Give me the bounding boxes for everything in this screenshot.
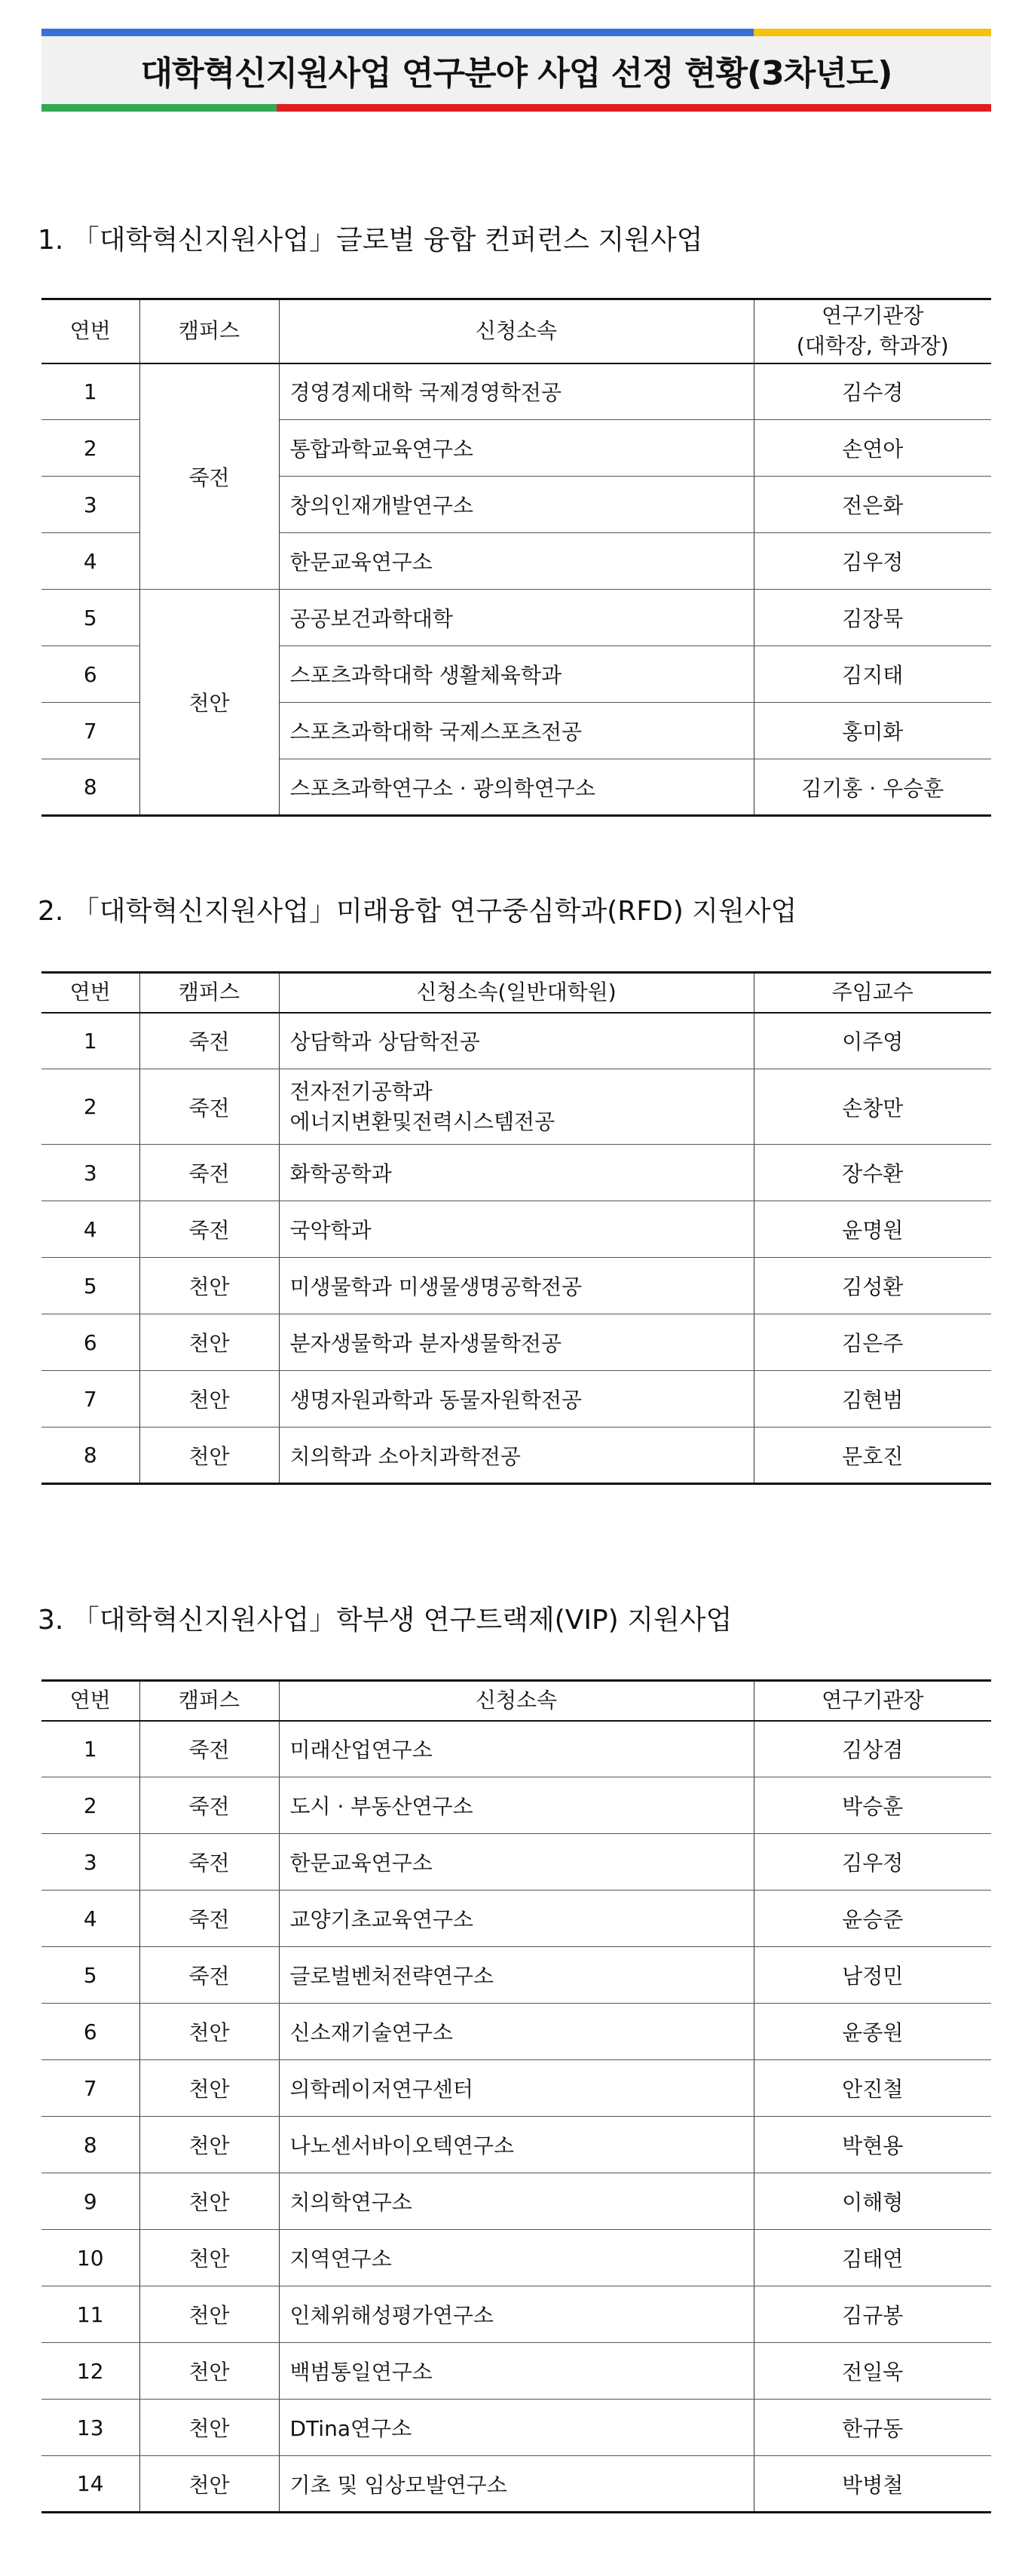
professor-name-cell: 윤명원 <box>754 1201 991 1258</box>
table-row <box>41 1428 991 1484</box>
row-number: 14 <box>41 2456 139 2513</box>
title-top-bar <box>41 29 991 36</box>
dept-cell: 미래산업연구소 <box>279 1721 754 1777</box>
table-row <box>41 2286 991 2343</box>
title-top-bar-yellow <box>754 29 991 36</box>
dept-cell: 생명자원과학과 동물자원학전공 <box>279 1371 754 1428</box>
row-number: 8 <box>41 2117 139 2173</box>
row-number: 7 <box>41 1371 139 1428</box>
row-number: 1 <box>41 1013 139 1069</box>
dept-cell: 치의학연구소 <box>279 2173 754 2230</box>
row-number: 1 <box>41 363 139 420</box>
campus-cell: 죽전 <box>139 363 279 590</box>
header-no: 연번 <box>41 973 139 1013</box>
professor-name-cell: 김현범 <box>754 1371 991 1428</box>
dept-cell: 스포츠과학대학 국제스포츠전공 <box>279 703 754 759</box>
dept-cell: 한문교육연구소 <box>279 533 754 590</box>
head-name-cell: 김우정 <box>754 533 991 590</box>
campus-cell: 천안 <box>139 1428 279 1484</box>
row-number: 9 <box>41 2173 139 2230</box>
head-name-cell: 김우정 <box>754 1834 991 1891</box>
dept-cell: 도시 · 부동산연구소 <box>279 1777 754 1834</box>
table-row <box>41 1721 991 1777</box>
dept-cell: 인체위해성평가연구소 <box>279 2286 754 2343</box>
row-number: 2 <box>41 1069 139 1145</box>
professor-name-cell: 이주영 <box>754 1013 991 1069</box>
row-number: 1 <box>41 1721 139 1777</box>
table-row <box>41 2343 991 2400</box>
row-number: 6 <box>41 2004 139 2060</box>
section3-table-body <box>41 1721 991 2513</box>
dept-cell: 창의인재개발연구소 <box>279 477 754 533</box>
page-title: 대학혁신지원사업 연구분야 사업 선정 현황(3차년도) <box>140 54 892 93</box>
campus-cell: 죽전 <box>139 1721 279 1777</box>
campus-cell: 천안 <box>139 2173 279 2230</box>
campus-cell: 죽전 <box>139 1069 279 1145</box>
row-number: 3 <box>41 477 139 533</box>
title-bottom-bar <box>41 104 991 112</box>
campus-cell: 천안 <box>139 1371 279 1428</box>
title-top-bar-blue <box>41 29 754 36</box>
dept-cell: 국악학과 <box>279 1201 754 1258</box>
campus-cell: 천안 <box>139 2400 279 2456</box>
professor-name-cell: 손창만 <box>754 1069 991 1145</box>
dept-cell: 나노센서바이오텍연구소 <box>279 2117 754 2173</box>
head-name-cell: 안진철 <box>754 2060 991 2117</box>
table-row <box>41 1947 991 2004</box>
head-name-cell: 박현용 <box>754 2117 991 2173</box>
section2-heading: 2. 「대학혁신지원사업」미래융합 연구중심학과(RFD) 지원사업 <box>38 896 797 927</box>
dept-cell: 통합과학교육연구소 <box>279 420 754 477</box>
row-number: 6 <box>41 646 139 703</box>
head-name-cell: 김기홍 · 우승훈 <box>754 759 991 816</box>
table-row <box>41 2230 991 2286</box>
row-number: 11 <box>41 2286 139 2343</box>
table-row <box>41 1371 991 1428</box>
row-number: 3 <box>41 1834 139 1891</box>
header-head-line1: 연구기관장 <box>822 303 924 329</box>
table-row <box>41 1891 991 1947</box>
professor-name-cell: 장수환 <box>754 1145 991 1201</box>
dept-cell: 상담학과 상담학전공 <box>279 1013 754 1069</box>
head-name-cell: 김수경 <box>754 363 991 420</box>
table-row <box>41 1314 991 1371</box>
head-name-cell: 김장묵 <box>754 590 991 646</box>
table-row <box>41 1145 991 1201</box>
section2-table-body <box>41 1013 991 1484</box>
head-name-cell: 윤종원 <box>754 2004 991 2060</box>
head-name-cell: 이해형 <box>754 2173 991 2230</box>
table-row <box>41 2060 991 2117</box>
campus-cell: 천안 <box>139 2004 279 2060</box>
header-dept: 신청소속 <box>279 299 754 363</box>
head-name-cell: 박승훈 <box>754 1777 991 1834</box>
dept-cell <box>279 1069 754 1145</box>
row-number: 4 <box>41 1201 139 1258</box>
dept-cell: 분자생물학과 분자생물학전공 <box>279 1314 754 1371</box>
head-name-cell: 남정민 <box>754 1947 991 2004</box>
campus-cell: 천안 <box>139 1314 279 1371</box>
campus-cell: 천안 <box>139 2117 279 2173</box>
head-name-cell: 전일욱 <box>754 2343 991 2400</box>
header-head: 연구기관장 <box>754 1681 991 1721</box>
dept-cell: 신소재기술연구소 <box>279 2004 754 2060</box>
head-name-cell: 한규동 <box>754 2400 991 2456</box>
professor-name-cell: 김은주 <box>754 1314 991 1371</box>
header-campus: 캠퍼스 <box>139 973 279 1013</box>
dept-cell: 치의학과 소아치과학전공 <box>279 1428 754 1484</box>
row-number: 13 <box>41 2400 139 2456</box>
row-number: 7 <box>41 703 139 759</box>
table-row <box>41 1258 991 1314</box>
campus-cell: 천안 <box>139 2343 279 2400</box>
dept-cell: 지역연구소 <box>279 2230 754 2286</box>
campus-cell: 죽전 <box>139 1777 279 1834</box>
professor-name-cell: 김성환 <box>754 1258 991 1314</box>
dept-cell: 교양기초교육연구소 <box>279 1891 754 1947</box>
head-name-cell: 김지태 <box>754 646 991 703</box>
campus-cell: 죽전 <box>139 1201 279 1258</box>
table-row <box>41 2173 991 2230</box>
header-campus: 캠퍼스 <box>139 1681 279 1721</box>
head-name-cell: 박병철 <box>754 2456 991 2513</box>
row-number: 8 <box>41 1428 139 1484</box>
title-bottom-bar-red <box>277 104 991 112</box>
row-number: 6 <box>41 1314 139 1371</box>
header-no: 연번 <box>41 299 139 363</box>
title-bottom-bar-green <box>41 104 277 112</box>
campus-cell: 죽전 <box>139 1834 279 1891</box>
table-row <box>41 590 991 646</box>
row-number: 2 <box>41 420 139 477</box>
dept-cell: 경영경제대학 국제경영학전공 <box>279 363 754 420</box>
dept-line1: 전자전기공학과 <box>289 1078 433 1104</box>
campus-cell: 천안 <box>139 2286 279 2343</box>
section3-table <box>41 1679 991 2513</box>
head-name-cell: 전은화 <box>754 477 991 533</box>
dept-cell: 미생물학과 미생물생명공학전공 <box>279 1258 754 1314</box>
header-dept: 신청소속 <box>279 1681 754 1721</box>
campus-cell: 죽전 <box>139 1891 279 1947</box>
campus-cell: 죽전 <box>139 1145 279 1201</box>
table-row <box>41 363 991 420</box>
table-row <box>41 2456 991 2513</box>
head-name-cell: 홍미화 <box>754 703 991 759</box>
table-row <box>41 1201 991 1258</box>
table-row <box>41 2117 991 2173</box>
head-name-cell: 손연아 <box>754 420 991 477</box>
head-name-cell: 윤승준 <box>754 1891 991 1947</box>
row-number: 12 <box>41 2343 139 2400</box>
dept-cell: 스포츠과학대학 생활체육학과 <box>279 646 754 703</box>
dept-cell: 한문교육연구소 <box>279 1834 754 1891</box>
row-number: 2 <box>41 1777 139 1834</box>
section1-table-body <box>41 363 991 816</box>
dept-line2: 에너지변환및전력시스템전공 <box>289 1109 556 1134</box>
section1-heading: 1. 「대학혁신지원사업」글로벌 융합 컨퍼런스 지원사업 <box>38 225 703 256</box>
dept-cell: 글로벌벤처전략연구소 <box>279 1947 754 2004</box>
row-number: 8 <box>41 759 139 816</box>
dept-cell: 기초 및 임상모발연구소 <box>279 2456 754 2513</box>
head-name-cell: 김규봉 <box>754 2286 991 2343</box>
header-head <box>754 299 991 363</box>
dept-cell: 의학레이저연구센터 <box>279 2060 754 2117</box>
header-campus: 캠퍼스 <box>139 299 279 363</box>
row-number: 10 <box>41 2230 139 2286</box>
row-number: 7 <box>41 2060 139 2117</box>
table-row <box>41 1013 991 1069</box>
header-head-line2: (대학장, 학과장) <box>796 333 949 359</box>
dept-cell: 백범통일연구소 <box>279 2343 754 2400</box>
campus-cell: 천안 <box>139 2060 279 2117</box>
header-head: 주임교수 <box>754 973 991 1013</box>
table-row <box>41 1834 991 1891</box>
table-row <box>41 1069 991 1145</box>
dept-cell: 화학공학과 <box>279 1145 754 1201</box>
campus-cell: 천안 <box>139 590 279 816</box>
row-number: 5 <box>41 590 139 646</box>
campus-cell: 천안 <box>139 2456 279 2513</box>
head-name-cell: 김태연 <box>754 2230 991 2286</box>
campus-cell: 죽전 <box>139 1013 279 1069</box>
head-name-cell: 김상겸 <box>754 1721 991 1777</box>
dept-cell: 스포츠과학연구소 · 광의학연구소 <box>279 759 754 816</box>
row-number: 5 <box>41 1258 139 1314</box>
row-number: 5 <box>41 1947 139 2004</box>
row-number: 3 <box>41 1145 139 1201</box>
campus-cell: 천안 <box>139 2230 279 2286</box>
row-number: 4 <box>41 1891 139 1947</box>
campus-cell: 천안 <box>139 1258 279 1314</box>
section2-table <box>41 971 991 1485</box>
section3-heading: 3. 「대학혁신지원사업」학부생 연구트랙제(VIP) 지원사업 <box>38 1605 733 1636</box>
row-number: 4 <box>41 533 139 590</box>
table-row <box>41 1777 991 1834</box>
professor-name-cell: 문호진 <box>754 1428 991 1484</box>
dept-cell: 공공보건과학대학 <box>279 590 754 646</box>
header-no: 연번 <box>41 1681 139 1721</box>
table-row <box>41 2004 991 2060</box>
dept-cell: DTina연구소 <box>279 2400 754 2456</box>
header-dept: 신청소속(일반대학원) <box>279 973 754 1013</box>
section1-table <box>41 298 991 817</box>
table-row <box>41 2400 991 2456</box>
campus-cell: 죽전 <box>139 1947 279 2004</box>
